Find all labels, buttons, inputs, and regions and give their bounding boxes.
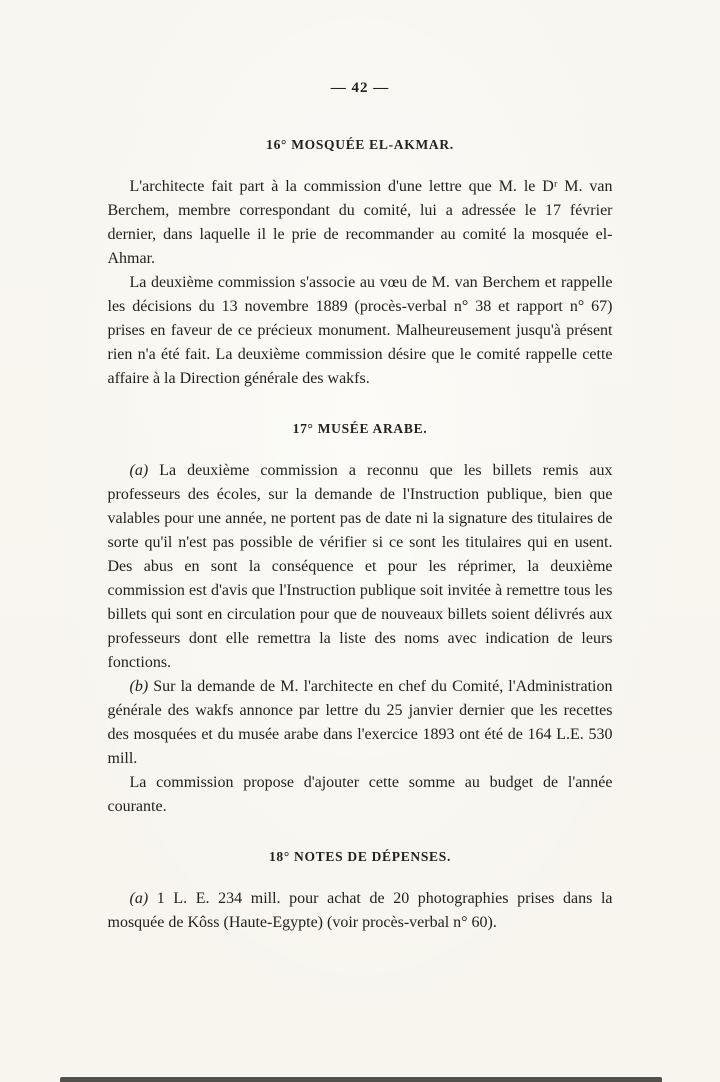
text-block bbox=[108, 0, 613, 935]
paragraph-label: (b) bbox=[129, 678, 149, 695]
paragraph-text: 1 L. E. 234 mill. pour achat de 20 photographies prises dans la mosquée de Kôss (Haute-Egypte) (voir procès-verbal n° 60). bbox=[107, 890, 613, 931]
paragraph bbox=[108, 771, 613, 819]
section-heading-18-notes-de-depenses: 18° NOTES DE DÉPENSES. bbox=[268, 849, 452, 864]
paragraph-text: La commission propose d'ajouter cette somme au budget de l'année courante. bbox=[107, 774, 613, 815]
section-heading-17-musee-arabe: 17° MUSÉE ARABE. bbox=[292, 421, 428, 436]
paragraph-text: La deuxième commission s'associe au vœu de M. van Berchem et rappelle les décisions du 13 novembre 1889 (procès-verbal n° 38 et rapport n° 67) prises en faveur de ce précieux monument. Malheureusement jusqu'à présent rien n'a été fait. La deuxième commission désire que le comité rappelle cette affaire à la Direction générale des wakfs. bbox=[107, 274, 613, 387]
paragraph bbox=[108, 271, 613, 391]
paragraph bbox=[108, 675, 613, 771]
paragraph-text: Sur la demande de M. l'architecte en chef du Comité, l'Administration générale des wakfs annonce par lettre du 25 janvier dernier que les recettes des mosquées et du musée arabe dans l'exercice 1893 ont été de 164 L.E. 530 mill. bbox=[107, 678, 613, 767]
paragraph-text: La deuxième commission a reconnu que les billets remis aux professeurs des écoles, sur la demande de l'Instruction publique, bien que valables pour une année, ne portent pas de date ni la signature des titulaires de sorte qu'il n'est pas possible de vérifier si ce sont les titulaires qui en usent. Des abus en sont la conséquence et pour les réprimer, la deuxième commission est d'avis que l'Instruction publique soit invitée à remettre tous les billets qui sont en circulation pour que de nouveaux billets soient délivrés aux professeurs dont elle remettra la liste des noms avec indication de leurs fonctions. bbox=[107, 462, 613, 671]
scan-edge-artifact bbox=[60, 1077, 662, 1082]
section-heading-16-mosquee-el-akmar: 16° MOSQUÉE EL-AKMAR. bbox=[266, 137, 454, 152]
paragraph-label: (a) bbox=[129, 462, 149, 479]
paragraph bbox=[108, 459, 613, 675]
paragraph-text: L'architecte fait part à la commission d'une lettre que M. le Dʳ M. van Berchem, membre correspondant du comité, lui a adressée le 17 février dernier, dans laquelle il le prie de recommander au comité la mosquée el-Ahmar. bbox=[107, 178, 613, 267]
paragraph bbox=[108, 887, 613, 935]
paragraph-label: (a) bbox=[129, 890, 149, 907]
paragraph bbox=[108, 175, 613, 271]
page-number: — 42 — bbox=[330, 80, 390, 96]
